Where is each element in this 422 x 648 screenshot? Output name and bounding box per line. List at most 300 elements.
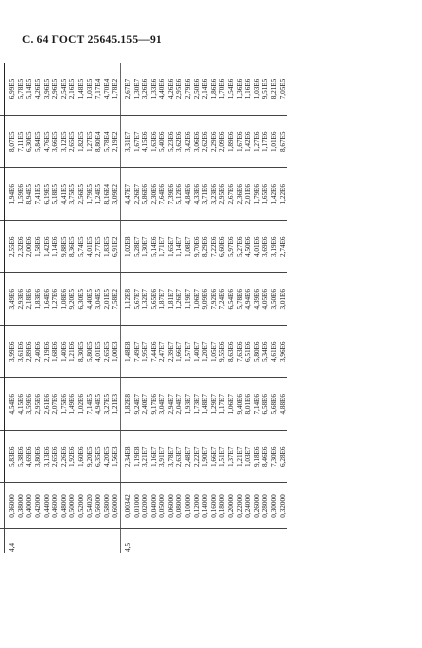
cell-value: 8,46E6 xyxy=(261,431,270,484)
cell-value: 3,62E6 xyxy=(175,116,184,169)
cell-L xyxy=(184,529,193,553)
cell-L xyxy=(111,529,120,553)
cell-value: 4,15E6 xyxy=(141,116,150,169)
table-row xyxy=(103,63,112,553)
table-body xyxy=(5,63,288,553)
cell-value: 2,26E6 xyxy=(60,431,69,484)
cell-L xyxy=(175,529,184,553)
cell-value: 7,92E6 xyxy=(210,273,219,326)
cell-B: 0,26000 xyxy=(253,483,262,529)
table-row xyxy=(158,63,167,553)
cell-value: 6,91E2 xyxy=(111,221,120,274)
cell-value: 9,55E6 xyxy=(218,326,227,379)
table-row xyxy=(133,63,142,553)
cell-value: 1,03E6 xyxy=(252,78,261,100)
table-row xyxy=(111,63,120,553)
cell-value: 3,27E5 xyxy=(103,378,112,431)
cell-value: 2,22E7 xyxy=(193,431,202,484)
cell-value: 1,87E7 xyxy=(158,273,167,326)
cell-value: 3,23E6 xyxy=(210,168,219,221)
cell-value: 1,42E6 xyxy=(244,116,253,169)
cell-value: 7,30E6 xyxy=(270,431,279,484)
cell-value: 1,92E6 xyxy=(68,431,77,484)
cell-value: 5,68E6 xyxy=(270,378,279,431)
cell-value: 2,54E5 xyxy=(59,78,68,100)
cell-value: 2,67E7 xyxy=(120,63,132,116)
table-row xyxy=(236,63,245,553)
cell-value: 4,54E6 xyxy=(5,378,17,431)
cell-value: 3,66E5 xyxy=(51,116,60,169)
cell-value: 3,78E7 xyxy=(167,431,176,484)
cell-value: 1,22E6 xyxy=(279,168,288,221)
cell-value: 4,41E5 xyxy=(60,168,69,221)
cell-L xyxy=(227,529,236,553)
cell-value: 1,79E5 xyxy=(86,168,95,221)
cell-value: 1,64E6 xyxy=(43,273,52,326)
cell-value: 1,21E3 xyxy=(111,378,120,431)
cell-L xyxy=(133,529,142,553)
cell-B: 0,05000 xyxy=(158,483,167,529)
table-row xyxy=(60,63,69,553)
cell-value: 3,59E6 xyxy=(25,378,34,431)
cell-value: 2,77E5 xyxy=(94,221,103,274)
cell-value: 8,67E5 xyxy=(279,116,288,169)
cell-B: 0,42000 xyxy=(34,483,43,529)
cell-value: 3,04E5 xyxy=(94,273,103,326)
cell-B: 0,52000 xyxy=(77,483,86,529)
cell-value: 6,54E6 xyxy=(227,273,236,326)
cell-value: 1,03E5 xyxy=(85,78,94,100)
cell-value: 5,78E5 xyxy=(16,78,25,100)
cell-value: 4,84E6 xyxy=(184,168,193,221)
cell-B: 0,00342 xyxy=(120,483,132,529)
cell-value: 3,04E7 xyxy=(158,378,167,431)
cell-value: 1,20E7 xyxy=(201,326,210,379)
cell-value: 5,74E5 xyxy=(77,221,86,274)
cell-value: 1,81E7 xyxy=(167,273,176,326)
cell-value: 1,26E7 xyxy=(175,273,184,326)
table-row xyxy=(279,63,288,553)
cell-value: 2,74E6 xyxy=(279,221,288,274)
cell-value: 1,27E6 xyxy=(51,273,60,326)
cell-value: 1,16E7 xyxy=(150,431,159,484)
cell-value: 1,29E7 xyxy=(210,378,219,431)
cell-L xyxy=(253,529,262,553)
table-row xyxy=(218,63,227,553)
cell-value: 5,86E6 xyxy=(141,168,150,221)
cell-value: 3,09E2 xyxy=(111,168,120,221)
cell-value: 5,78E6 xyxy=(236,273,245,326)
cell-value: 2,32E6 xyxy=(17,221,26,274)
cell-value: 1,14E6 xyxy=(51,221,60,274)
cell-value: 1,06E7 xyxy=(227,378,236,431)
cell-value: 7,49E7 xyxy=(133,326,142,379)
cell-value: 1,08E6 xyxy=(60,273,69,326)
cell-value: 2,40E6 xyxy=(34,326,43,379)
cell-value: 1,51E7 xyxy=(218,431,227,484)
cell-value: 3,26E6 xyxy=(141,78,150,100)
cell-L xyxy=(68,529,77,553)
cell-value: 4,33E6 xyxy=(193,168,202,221)
cell-value: 1,27E5 xyxy=(86,116,95,169)
cell-value: 4,26E6 xyxy=(166,78,175,100)
cell-L: 4,4 xyxy=(5,529,17,553)
cell-value: 2,29E6 xyxy=(210,116,219,169)
cell-value: 2,94E7 xyxy=(167,378,176,431)
cell-value: 8,94E5 xyxy=(25,168,34,221)
cell-value: 1,78E2 xyxy=(111,78,120,100)
cell-L xyxy=(270,529,279,553)
cell-value: 8,63E6 xyxy=(227,326,236,379)
table-row xyxy=(261,63,270,553)
cell-value: 2,63E7 xyxy=(175,431,184,484)
cell-value: 8,21E5 xyxy=(270,78,278,100)
cell-L xyxy=(103,529,112,553)
cell-L xyxy=(279,529,288,553)
cell-value: 6,19E5 xyxy=(43,168,52,221)
cell-value: 1,65E6 xyxy=(261,168,270,221)
cell-L xyxy=(193,529,202,553)
cell-B: 0,04000 xyxy=(150,483,159,529)
cell-B: 0,14000 xyxy=(201,483,210,529)
cell-value: 1,05E7 xyxy=(210,326,219,379)
cell-value: 4,20E5 xyxy=(103,431,112,484)
cell-value: 9,24E7 xyxy=(133,378,142,431)
cell-value: 1,68E6 xyxy=(51,326,60,379)
cell-value: 9,70E6 xyxy=(193,221,202,274)
cell-B: 0,02000 xyxy=(141,483,150,529)
cell-value: 6,51E6 xyxy=(244,326,253,379)
table-row xyxy=(201,63,210,553)
cell-value: 2,18E6 xyxy=(25,273,34,326)
cell-value: 9,17E6 xyxy=(150,378,159,431)
cell-value: 1,40E7 xyxy=(193,326,202,379)
cell-value: 1,86E6 xyxy=(209,78,218,100)
table-row xyxy=(43,63,52,553)
cell-value: 1,19E8 xyxy=(133,431,142,484)
cell-value: 1,54E6 xyxy=(227,78,236,100)
cell-value: 1,95E7 xyxy=(141,326,150,379)
cell-B: 0,54020 xyxy=(86,483,95,529)
cell-value: 1,83E5 xyxy=(103,221,112,274)
cell-value: 4,76E5 xyxy=(43,116,52,169)
cell-L xyxy=(158,529,167,553)
table-row xyxy=(51,63,60,553)
rotated-table-block xyxy=(0,55,377,567)
cell-value: 1,48E5 xyxy=(76,78,85,100)
cell-B: 0,16000 xyxy=(210,483,219,529)
cell-value: 1,82E8 xyxy=(120,378,132,431)
cell-L xyxy=(261,529,270,553)
cell-value: 5,14E6 xyxy=(150,221,159,274)
cell-value: 8,80E4 xyxy=(94,116,103,169)
cell-value: 2,55E6 xyxy=(5,221,17,274)
table-row xyxy=(244,63,253,553)
cell-value: 1,56E3 xyxy=(111,431,120,484)
table-row xyxy=(227,63,236,553)
cell-value: 2,95E6 xyxy=(218,168,227,221)
cell-L xyxy=(94,529,103,553)
cell-value: 1,70E6 xyxy=(218,78,227,100)
cell-value: 1,30E7 xyxy=(141,221,150,274)
table-row xyxy=(5,63,17,553)
cell-value: 2,48E7 xyxy=(184,431,193,484)
cell-L xyxy=(141,529,150,553)
cell-value: 1,24E5 xyxy=(94,168,103,221)
cell-value: 9,20E5 xyxy=(68,273,77,326)
cell-B: 0,32000 xyxy=(279,483,288,529)
cell-value: 8,30E5 xyxy=(77,326,86,379)
cell-B: 0,46000 xyxy=(51,483,60,529)
cell-value: 1,33E6 xyxy=(149,78,158,100)
cell-value: 4,26E5 xyxy=(33,78,42,100)
cell-value: 8,01E6 xyxy=(244,378,253,431)
cell-value: 1,12E8 xyxy=(120,273,132,326)
cell-L xyxy=(43,529,52,553)
cell-value: 2,50E6 xyxy=(192,78,201,100)
cell-L xyxy=(150,529,159,553)
cell-value: 8,36E5 xyxy=(68,221,77,274)
cell-value: 2,56E5 xyxy=(77,168,86,221)
cell-value: 4,70E4 xyxy=(102,78,111,100)
cell-value: 2,95E6 xyxy=(175,78,184,100)
cell-value: 3,96E5 xyxy=(42,78,51,100)
table-row xyxy=(25,63,34,553)
cell-value: 2,34E8 xyxy=(120,431,132,484)
cell-value: 1,75E6 xyxy=(60,378,69,431)
cell-value: 6,99E5 xyxy=(8,78,17,100)
cell-value: 3,01E6 xyxy=(279,273,288,326)
cell-value: 5,38E6 xyxy=(17,431,26,484)
cell-B: 0,58000 xyxy=(103,483,112,529)
cell-value: 2,95E6 xyxy=(34,378,43,431)
cell-L xyxy=(218,529,227,553)
cell-value: 3,99E6 xyxy=(5,326,17,379)
cell-value: 3,49E6 xyxy=(5,273,17,326)
cell-value: 2,00E6 xyxy=(25,221,34,274)
cell-value: 1,17E6 xyxy=(261,116,270,169)
cell-B: 0,36000 xyxy=(5,483,17,529)
table-row xyxy=(175,63,184,553)
table-row xyxy=(193,63,202,553)
cell-L xyxy=(25,529,34,553)
cell-B: 0,08000 xyxy=(175,483,184,529)
cell-value: 2,07E6 xyxy=(51,378,60,431)
cell-value: 3,13E6 xyxy=(43,431,52,484)
cell-value: 1,59E6 xyxy=(17,168,26,221)
cell-value: 1,37E7 xyxy=(227,431,236,484)
cell-value: 1,02E6 xyxy=(77,378,86,431)
cell-value: 4,61E6 xyxy=(270,326,279,379)
cell-B: 0,06000 xyxy=(167,483,176,529)
cell-B: 0,12000 xyxy=(193,483,202,529)
cell-L xyxy=(51,529,60,553)
cell-value: 1,79E6 xyxy=(253,168,262,221)
cell-value: 1,73E7 xyxy=(193,378,202,431)
cell-value: 1,89E6 xyxy=(227,116,236,169)
cell-L xyxy=(236,529,245,553)
cell-value: 3,75E5 xyxy=(68,168,77,221)
cell-value: 1,67E6 xyxy=(236,116,245,169)
cell-value: 4,01E6 xyxy=(253,221,262,274)
cell-value: 1,27E6 xyxy=(253,116,262,169)
cell-value: 9,88E5 xyxy=(60,221,69,274)
cell-value: 1,63E6 xyxy=(150,116,159,169)
cell-value: 5,78E4 xyxy=(103,116,112,169)
cell-value: 1,58E6 xyxy=(34,221,43,274)
cell-value: 1,60E6 xyxy=(77,431,86,484)
cell-value: 1,93E7 xyxy=(184,378,193,431)
cell-value: 2,65E5 xyxy=(103,326,112,379)
cell-value: 2,19E6 xyxy=(43,326,52,379)
cell-value: 3,91E7 xyxy=(158,431,167,484)
cell-value: 5,84E5 xyxy=(34,116,43,169)
cell-value: 8,07E5 xyxy=(5,116,17,169)
cell-value: 5,27E6 xyxy=(236,221,245,274)
cell-value: 6,58E6 xyxy=(261,378,270,431)
cell-value: 7,41E5 xyxy=(34,168,43,221)
cell-value: 1,66E7 xyxy=(175,326,184,379)
cell-value: 1,82E5 xyxy=(77,116,86,169)
cell-value: 1,94E6 xyxy=(5,168,17,221)
cell-L xyxy=(167,529,176,553)
cell-value: 7,11E5 xyxy=(17,116,26,169)
cell-value: 1,19E7 xyxy=(184,273,193,326)
cell-value: 1,08E7 xyxy=(184,221,193,274)
cell-value: 7,14E6 xyxy=(253,378,262,431)
cell-value: 2,47E7 xyxy=(158,326,167,379)
cell-L: 4,5 xyxy=(120,529,132,553)
cell-value: 1,42E6 xyxy=(270,168,279,221)
cell-value: 8,29E6 xyxy=(201,221,210,274)
cell-value: 1,71E7 xyxy=(158,221,167,274)
cell-value: 3,80E6 xyxy=(34,431,43,484)
cell-B: 0,10000 xyxy=(184,483,193,529)
cell-L xyxy=(210,529,219,553)
cell-B: 0,60000 xyxy=(111,483,120,529)
cell-value: 6,30E5 xyxy=(77,273,86,326)
cell-L xyxy=(244,529,253,553)
cell-value: 7,44E6 xyxy=(150,326,159,379)
cell-L xyxy=(86,529,95,553)
cell-value: 2,62E6 xyxy=(201,116,210,169)
cell-value: 9,20E5 xyxy=(86,431,95,484)
cell-value: 1,42E6 xyxy=(43,221,52,274)
cell-value: 1,66E7 xyxy=(210,431,219,484)
cell-value: 5,80E5 xyxy=(86,326,95,379)
cell-value: 1,48E7 xyxy=(201,378,210,431)
cell-value: 9,51E5 xyxy=(261,78,270,100)
cell-value: 4,39E6 xyxy=(253,273,262,326)
cell-value: 1,14E7 xyxy=(175,221,184,274)
cell-value: 1,02E8 xyxy=(120,221,132,274)
cell-value: 3,50E6 xyxy=(270,273,279,326)
cell-value: 2,01E6 xyxy=(244,168,253,221)
cell-value: 2,65E5 xyxy=(68,116,77,169)
cell-value: 4,94E5 xyxy=(94,378,103,431)
cell-value: 6,28E6 xyxy=(279,431,288,484)
cell-value: 4,01E5 xyxy=(86,221,95,274)
cell-B: 0,01000 xyxy=(133,483,142,529)
cell-B: 0,56000 xyxy=(94,483,103,529)
table-row xyxy=(184,63,193,553)
cell-value: 5,65E6 xyxy=(150,273,159,326)
cell-value: 2,36E6 xyxy=(236,168,245,221)
cell-B: 0,44000 xyxy=(43,483,52,529)
cell-value: 9,40E6 xyxy=(236,378,245,431)
cell-value: 5,97E6 xyxy=(227,221,236,274)
cell-value: 9,09E6 xyxy=(201,273,210,326)
cell-value: 7,14E5 xyxy=(86,378,95,431)
cell-value: 4,94E6 xyxy=(244,273,253,326)
cell-value: 2,67E6 xyxy=(227,168,236,221)
cell-L xyxy=(77,529,86,553)
cell-value: 3,12E5 xyxy=(60,116,69,169)
cell-value: 2,96E5 xyxy=(51,78,60,100)
cell-value: 5,18E5 xyxy=(51,168,60,221)
cell-B: 0,22000 xyxy=(236,483,245,529)
cell-L xyxy=(34,529,43,553)
cell-B: 0,48000 xyxy=(60,483,69,529)
cell-value: 1,16E6 xyxy=(244,78,253,100)
cell-value: 4,50E6 xyxy=(244,221,253,274)
cell-value: 2,61E6 xyxy=(43,378,52,431)
cell-value: 1,03E7 xyxy=(244,431,253,484)
cell-B: 0,18000 xyxy=(218,483,227,529)
cell-value: 1,36E6 xyxy=(235,78,244,100)
cell-value: 2,16E5 xyxy=(68,78,77,100)
cell-value: 4,47E7 xyxy=(120,168,132,221)
table-row xyxy=(167,63,176,553)
cell-value: 3,71E6 xyxy=(201,168,210,221)
cell-value: 1,67E7 xyxy=(133,116,142,169)
cell-value: 2,09E6 xyxy=(218,116,227,169)
cell-value: 1,00E3 xyxy=(111,326,120,379)
cell-value: 2,30E6 xyxy=(150,168,159,221)
cell-value: 3,06E6 xyxy=(193,116,202,169)
cell-value: 7,39E6 xyxy=(167,168,176,221)
cell-value: 1,57E7 xyxy=(184,326,193,379)
cell-value: 7,58E2 xyxy=(111,273,120,326)
cell-B: 0,20000 xyxy=(227,483,236,529)
cell-value: 8,16E4 xyxy=(103,168,112,221)
table-row xyxy=(270,63,279,553)
table-row xyxy=(150,63,159,553)
cell-value: 3,96E6 xyxy=(279,326,288,379)
cell-value: 3,42E6 xyxy=(184,116,193,169)
cell-value: 7,24E6 xyxy=(218,273,227,326)
cell-value: 2,26E7 xyxy=(133,168,142,221)
cell-value: 1,90E7 xyxy=(201,431,210,484)
cell-value: 4,15E6 xyxy=(17,378,26,431)
cell-value: 5,83E6 xyxy=(5,431,17,484)
cell-L xyxy=(60,529,69,553)
cell-B: 0,50000 xyxy=(68,483,77,529)
cell-value: 1,01E6 xyxy=(270,116,279,169)
cell-value: 7,05E5 xyxy=(278,78,287,100)
cell-B: 0,30000 xyxy=(270,483,279,529)
cell-value: 6,35E5 xyxy=(94,431,103,484)
cell-value: 7,22E6 xyxy=(210,221,219,274)
cell-L xyxy=(201,529,210,553)
cell-value: 1,21E7 xyxy=(236,431,245,484)
table-row xyxy=(68,63,77,553)
cell-value: 1,17E7 xyxy=(218,378,227,431)
cell-value: 2,14E6 xyxy=(201,78,210,100)
cell-value: 4,88E6 xyxy=(279,378,288,431)
table-row xyxy=(94,63,103,553)
cell-B: 0,24000 xyxy=(244,483,253,529)
